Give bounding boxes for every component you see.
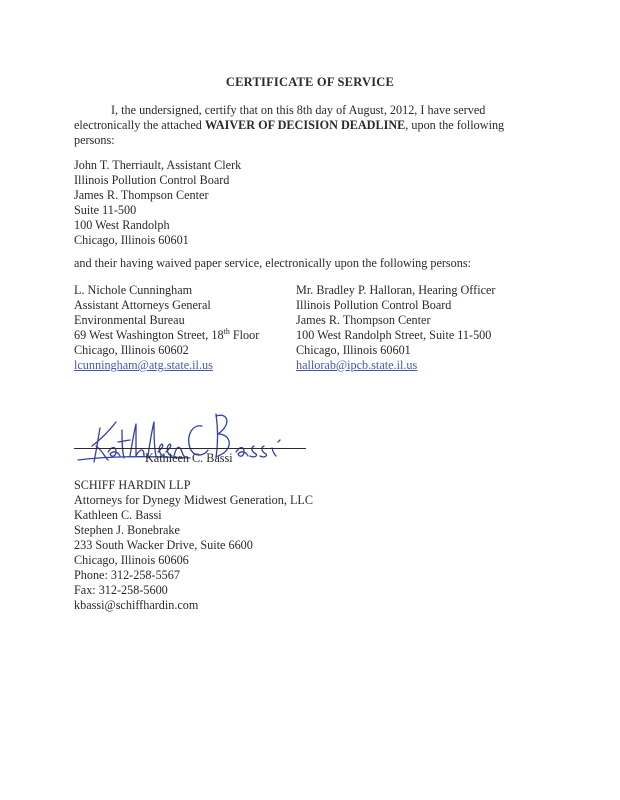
firm-line: Kathleen C. Bassi [74,508,162,522]
intro-paragraph [74,103,514,148]
right-contact-line: James R. Thompson Center [296,313,431,327]
firm-line: Stephen J. Bonebrake [74,523,180,537]
firm-line: 233 South Wacker Drive, Suite 6600 [74,538,253,552]
left-contact-line: L. Nichole Cunningham [74,283,193,297]
waived-service-paragraph: and their having waived paper service, electronically upon the following persons: [74,256,471,270]
recipient-line: Chicago, Illinois 60601 [74,233,189,247]
street-superscript: th [223,326,230,336]
firm-email: kbassi@schiffhardin.com [74,598,199,612]
left-contact-block [74,283,284,373]
intro-text-before: I, the undersigned, certify that on this 8th day of August, 2012, I have served electronically the attached [74,103,486,132]
document-name: WAIVER OF DECISION DEADLINE [204,118,406,132]
firm-phone: Phone: 312-258-5567 [74,568,180,582]
left-contact-city: Chicago, Illinois 60602 [74,343,189,357]
street-prefix: 69 West Washington Street, 18 [74,328,224,342]
firm-fax: Fax: 312-258-5600 [74,583,168,597]
left-contact-email-link[interactable]: lcunningham@atg.state.il.us [74,358,213,372]
right-contact-line: Mr. Bradley P. Halloran, Hearing Officer [296,283,496,297]
recipient-address [74,158,334,248]
certificate-title: CERTIFICATE OF SERVICE [225,75,395,89]
recipient-line: 100 West Randolph [74,218,170,232]
firm-line: Chicago, Illinois 60606 [74,553,189,567]
right-contact-line: Illinois Pollution Control Board [296,298,452,312]
right-contact-email-link[interactable]: hallorab@ipcb.state.il.us [296,358,418,372]
left-contact-line: Environmental Bureau [74,313,185,327]
right-contact-line: 100 West Randolph Street, Suite 11-500 [296,328,492,342]
street-suffix: Floor [229,328,260,342]
right-contact-line: Chicago, Illinois 60601 [296,343,411,357]
firm-line: Attorneys for Dynegy Midwest Generation, LLC [74,493,313,507]
recipient-line: John T. Therriault, Assistant Clerk [74,158,242,172]
left-contact-street [74,328,284,343]
firm-line: SCHIFF HARDIN LLP [74,478,191,492]
right-contact-block [296,283,536,373]
recipient-line: Illinois Pollution Control Board [74,173,230,187]
firm-contact-block [74,478,374,613]
left-contact-line: Assistant Attorneys General [74,298,211,312]
intro-text-after: , upon the following persons: [74,118,505,147]
recipient-line: James R. Thompson Center [74,188,209,202]
signatory-name: Kathleen C. Bassi [145,451,233,465]
signature-line [74,448,306,449]
recipient-line: Suite 11-500 [74,203,137,217]
